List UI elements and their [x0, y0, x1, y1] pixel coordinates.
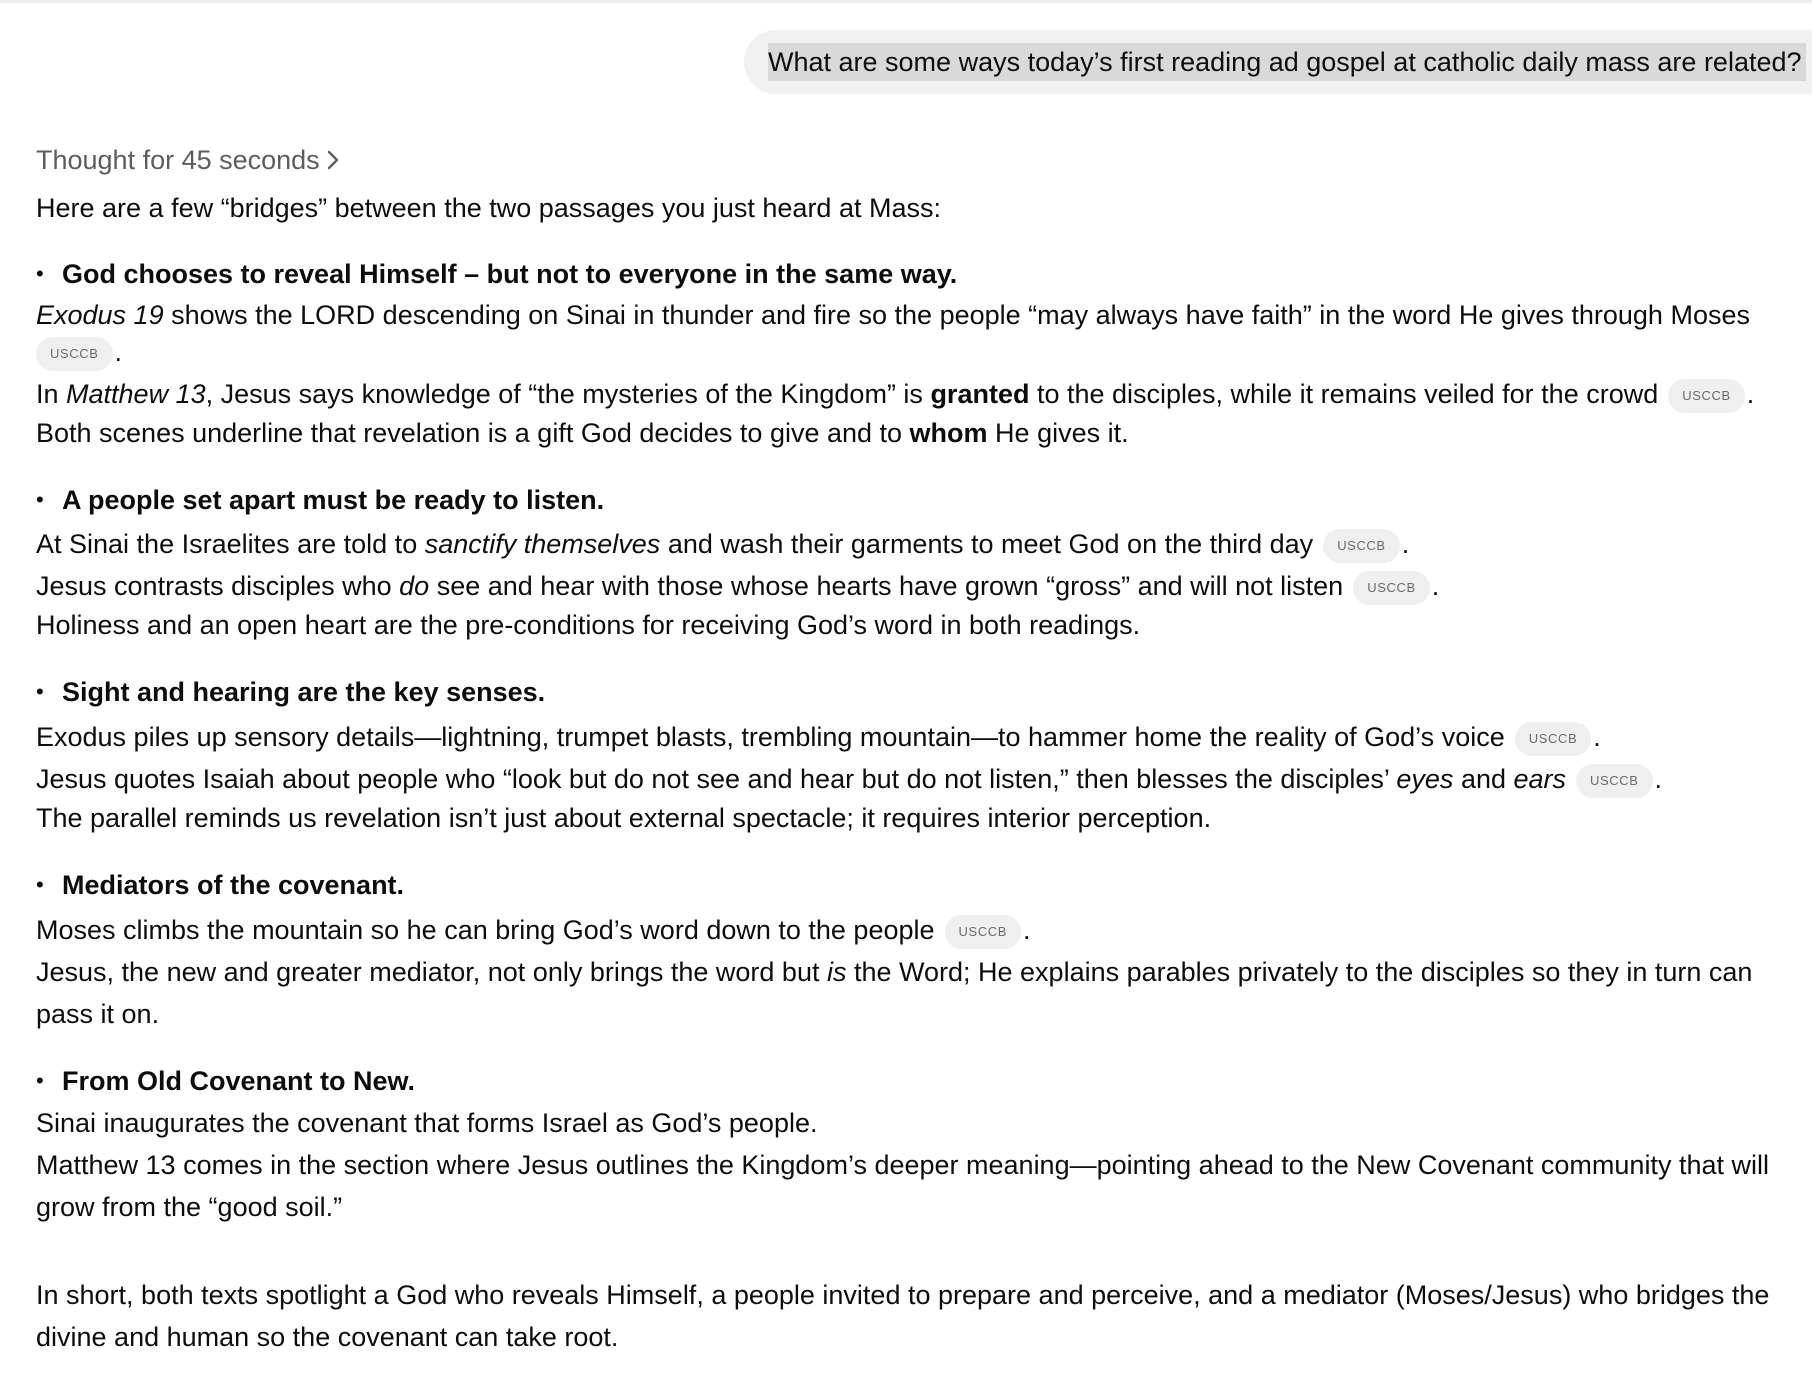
section-line: Moses climbs the mountain so he can bring God’s word down to the people USCCB . [36, 909, 1808, 951]
section-line: Both scenes underline that revelation is a gift God decides to give and to whom He gives it. [36, 418, 1129, 448]
closing-paragraph: In short, both texts spotlight a God who reveals Himself, a people invited to prepare and perceive, and a mediator (Moses/Jesus) who bridges the divine and human so the covenant can take root. [36, 1280, 1770, 1352]
user-message-text: What are some ways today’s first reading ad gospel at catholic daily mass are related? [768, 43, 1806, 81]
citation-chip[interactable]: USCCB [945, 915, 1022, 949]
citation-chip[interactable]: USCCB [36, 337, 113, 371]
section-senses [36, 671, 1808, 839]
thought-toggle[interactable] [36, 140, 340, 182]
section-set-apart [36, 479, 1808, 646]
thought-label: Thought for 45 seconds [36, 145, 320, 175]
bullet-icon: • [36, 679, 44, 704]
section-covenant [36, 1060, 1808, 1228]
assistant-response [36, 187, 1808, 1358]
section-line: Holiness and an open heart are the pre-conditions for receiving God’s word in both readings. [36, 610, 1141, 640]
citation-chip[interactable]: USCCB [1323, 529, 1400, 563]
section-line: Exodus 19 shows the LORD descending on Sinai in thunder and fire so the people “may always have faith” in the word He gives through Moses [36, 300, 1750, 330]
citation-chip[interactable]: USCCB [1515, 722, 1592, 756]
top-divider [0, 0, 1812, 3]
intro-text: Here are a few “bridges” between the two passages you just heard at Mass: [36, 193, 941, 223]
section-line: Matthew 13 comes in the section where Jesus outlines the Kingdom’s deeper meaning—pointing ahead to the New Covenant community that will grow from the “good soil.” [36, 1150, 1769, 1222]
section-title: • Mediators of the covenant. [36, 864, 1808, 906]
chevron-right-icon [326, 142, 340, 182]
section-title: • God chooses to reveal Himself – but not to everyone in the same way. [36, 253, 1808, 295]
bullet-icon: • [36, 487, 44, 512]
section-line: Jesus contrasts disciples who do see and hear with those whose hearts have grown “gross” and will not listen USCCB . [36, 565, 1808, 607]
bullet-icon: • [36, 261, 44, 286]
section-title: • Sight and hearing are the key senses. [36, 671, 1808, 713]
citation-chip[interactable]: USCCB [1576, 764, 1653, 798]
section-line: Jesus quotes Isaiah about people who “look but do not see and hear but do not listen,” then blesses the disciples’ eyes and ears USCCB . [36, 758, 1808, 800]
section-mediators [36, 864, 1808, 1035]
section-line: Jesus, the new and greater mediator, not only brings the word but is the Word; He explains parables privately to the disciples so they in turn can pass it on. [36, 957, 1753, 1029]
section-line: Exodus piles up sensory details—lightning, trumpet blasts, trembling mountain—to hammer home the reality of God’s voice USCCB . [36, 716, 1808, 758]
section-line: The parallel reminds us revelation isn’t just about external spectacle; it requires interior perception. [36, 803, 1212, 833]
section-line: In Matthew 13, Jesus says knowledge of “the mysteries of the Kingdom” is granted to the disciples, while it remains veiled for the crowd USCCB . [36, 373, 1808, 415]
section-title: • A people set apart must be ready to listen. [36, 479, 1808, 521]
section-reveal [36, 253, 1808, 454]
bullet-icon: • [36, 872, 44, 897]
citation-chip[interactable]: USCCB [1353, 571, 1430, 605]
section-line: USCCB . [36, 331, 1808, 373]
section-line: At Sinai the Israelites are told to sanctify themselves and wash their garments to meet God on the third day USCCB . [36, 523, 1808, 565]
section-line: Sinai inaugurates the covenant that forms Israel as God’s people. [36, 1108, 818, 1138]
citation-chip[interactable]: USCCB [1668, 379, 1745, 413]
bullet-icon: • [36, 1068, 44, 1093]
section-title: • From Old Covenant to New. [36, 1060, 1808, 1102]
